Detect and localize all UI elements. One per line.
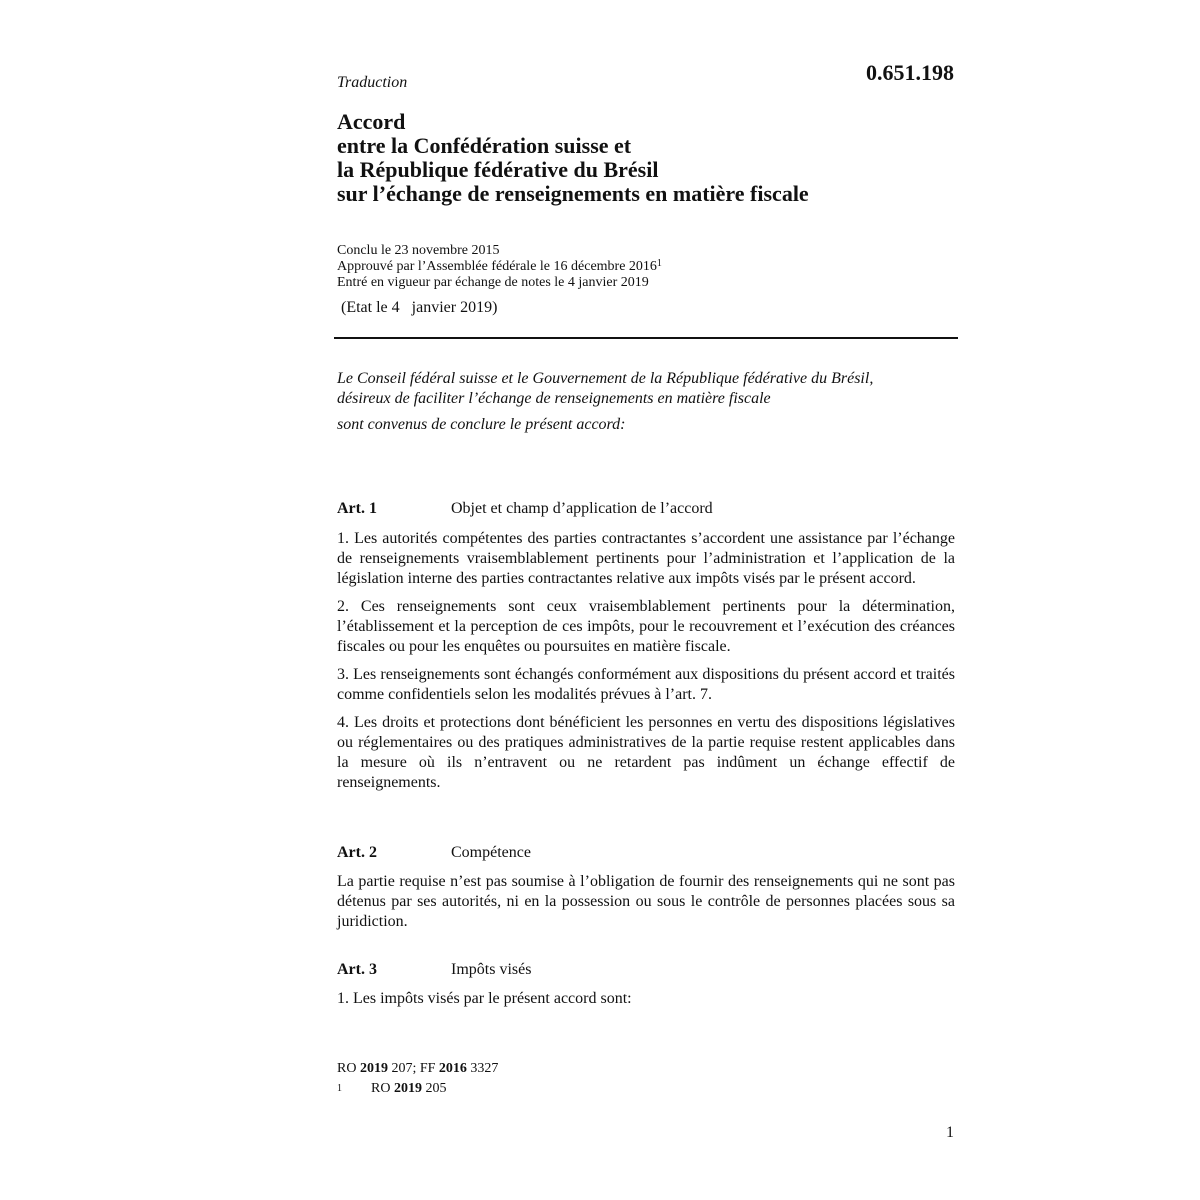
publication-reference: RO 2019 207; FF 2016 3327 (337, 1061, 499, 1076)
approved-date: Approuvé par l’Assemblée fédérale le 16 décembre 2016$^1$ (337, 258, 662, 274)
article-heading (337, 844, 531, 862)
translation-label: Traduction (337, 74, 408, 91)
article-paragraph: 4. Les droits et protections dont bénéficient les personnes en vertu des dispositions législatives ou réglementaires ou des pratiques administratives de la partie requise restent applicables dans la mesure où ils n’entravent ou ne retardent pas indûment un échange effectif de renseignements. (337, 714, 955, 791)
title-line: entre la Confédération suisse et (337, 133, 632, 158)
sr-number: 0.651.198 (866, 60, 954, 85)
article-title: Compétence (451, 844, 531, 861)
article-number: Art. 3 (337, 961, 377, 978)
footnote-1: 1 RO 2019 205 (337, 1079, 498, 1099)
article-number: Art. 2 (337, 844, 377, 861)
article-heading (337, 500, 713, 518)
article-title: Impôts visés (451, 961, 532, 978)
preamble-line: sont convenus de conclure le présent accord: (337, 416, 626, 433)
footnote-mark: 1 (337, 1083, 342, 1094)
concluded-date: Conclu le 23 novembre 2015 (337, 243, 500, 258)
article-paragraph: 3. Les renseignements sont échangés conformément aux dispositions du présent accord et traités comme confidentiels selon les modalités prévues à l’art. 7. (337, 666, 955, 703)
article-paragraph: La partie requise n’est pas soumise à l’obligation de fournir des renseignements qui ne sont pas détenus par ses autorités, ni en la possession ou sous le contrôle de personnes placées sous sa juridiction. (337, 873, 955, 930)
entry-date: Entré en vigueur par échange de notes le 4 janvier 2019 (337, 275, 649, 290)
state-date: (Etat le 4 janvier 2019) (341, 299, 498, 316)
article-body (337, 529, 955, 801)
page-number: 1 (946, 1124, 954, 1141)
article-paragraph: 1. Les autorités compétentes des parties contractantes s’accordent une assistance par l’échange de renseignements vraisemblablement pertinents pour l’administration et l’application de la législation interne des parties contractantes relative aux impôts visés par le présent accord. (337, 530, 955, 587)
preamble-line: désireux de faciliter l’échange de renseignements en matière fiscale (337, 390, 771, 407)
article-paragraph: 2. Ces renseignements sont ceux vraisemblablement pertinents pour la détermination, l’établissement et la perception de ces impôts, pour le recouvrement et l’exécution des créances fiscales ou pour les enquêtes ou poursuites en matière fiscale. (337, 598, 955, 655)
document-title (337, 110, 977, 206)
article-title: Objet et champ d’application de l’accord (451, 500, 713, 517)
footnote-ref[interactable]: 1 (656, 258, 662, 269)
preamble (337, 369, 957, 435)
article-body (337, 989, 955, 1017)
preamble-line: Le Conseil fédéral suisse et le Gouvernement de la République fédérative du Brésil, (337, 370, 874, 387)
title-line: sur l’échange de renseignements en matière fiscale (337, 181, 809, 206)
article-number: Art. 1 (337, 500, 377, 517)
date-block (337, 243, 662, 291)
header-divider (334, 337, 958, 339)
article-paragraph: 1. Les impôts visés par le présent accord sont: (337, 990, 632, 1007)
article-body (337, 872, 955, 940)
footnotes (337, 1059, 498, 1099)
article-heading (337, 961, 532, 979)
title-line: la République fédérative du Brésil (337, 157, 659, 182)
title-line: Accord (337, 109, 406, 134)
